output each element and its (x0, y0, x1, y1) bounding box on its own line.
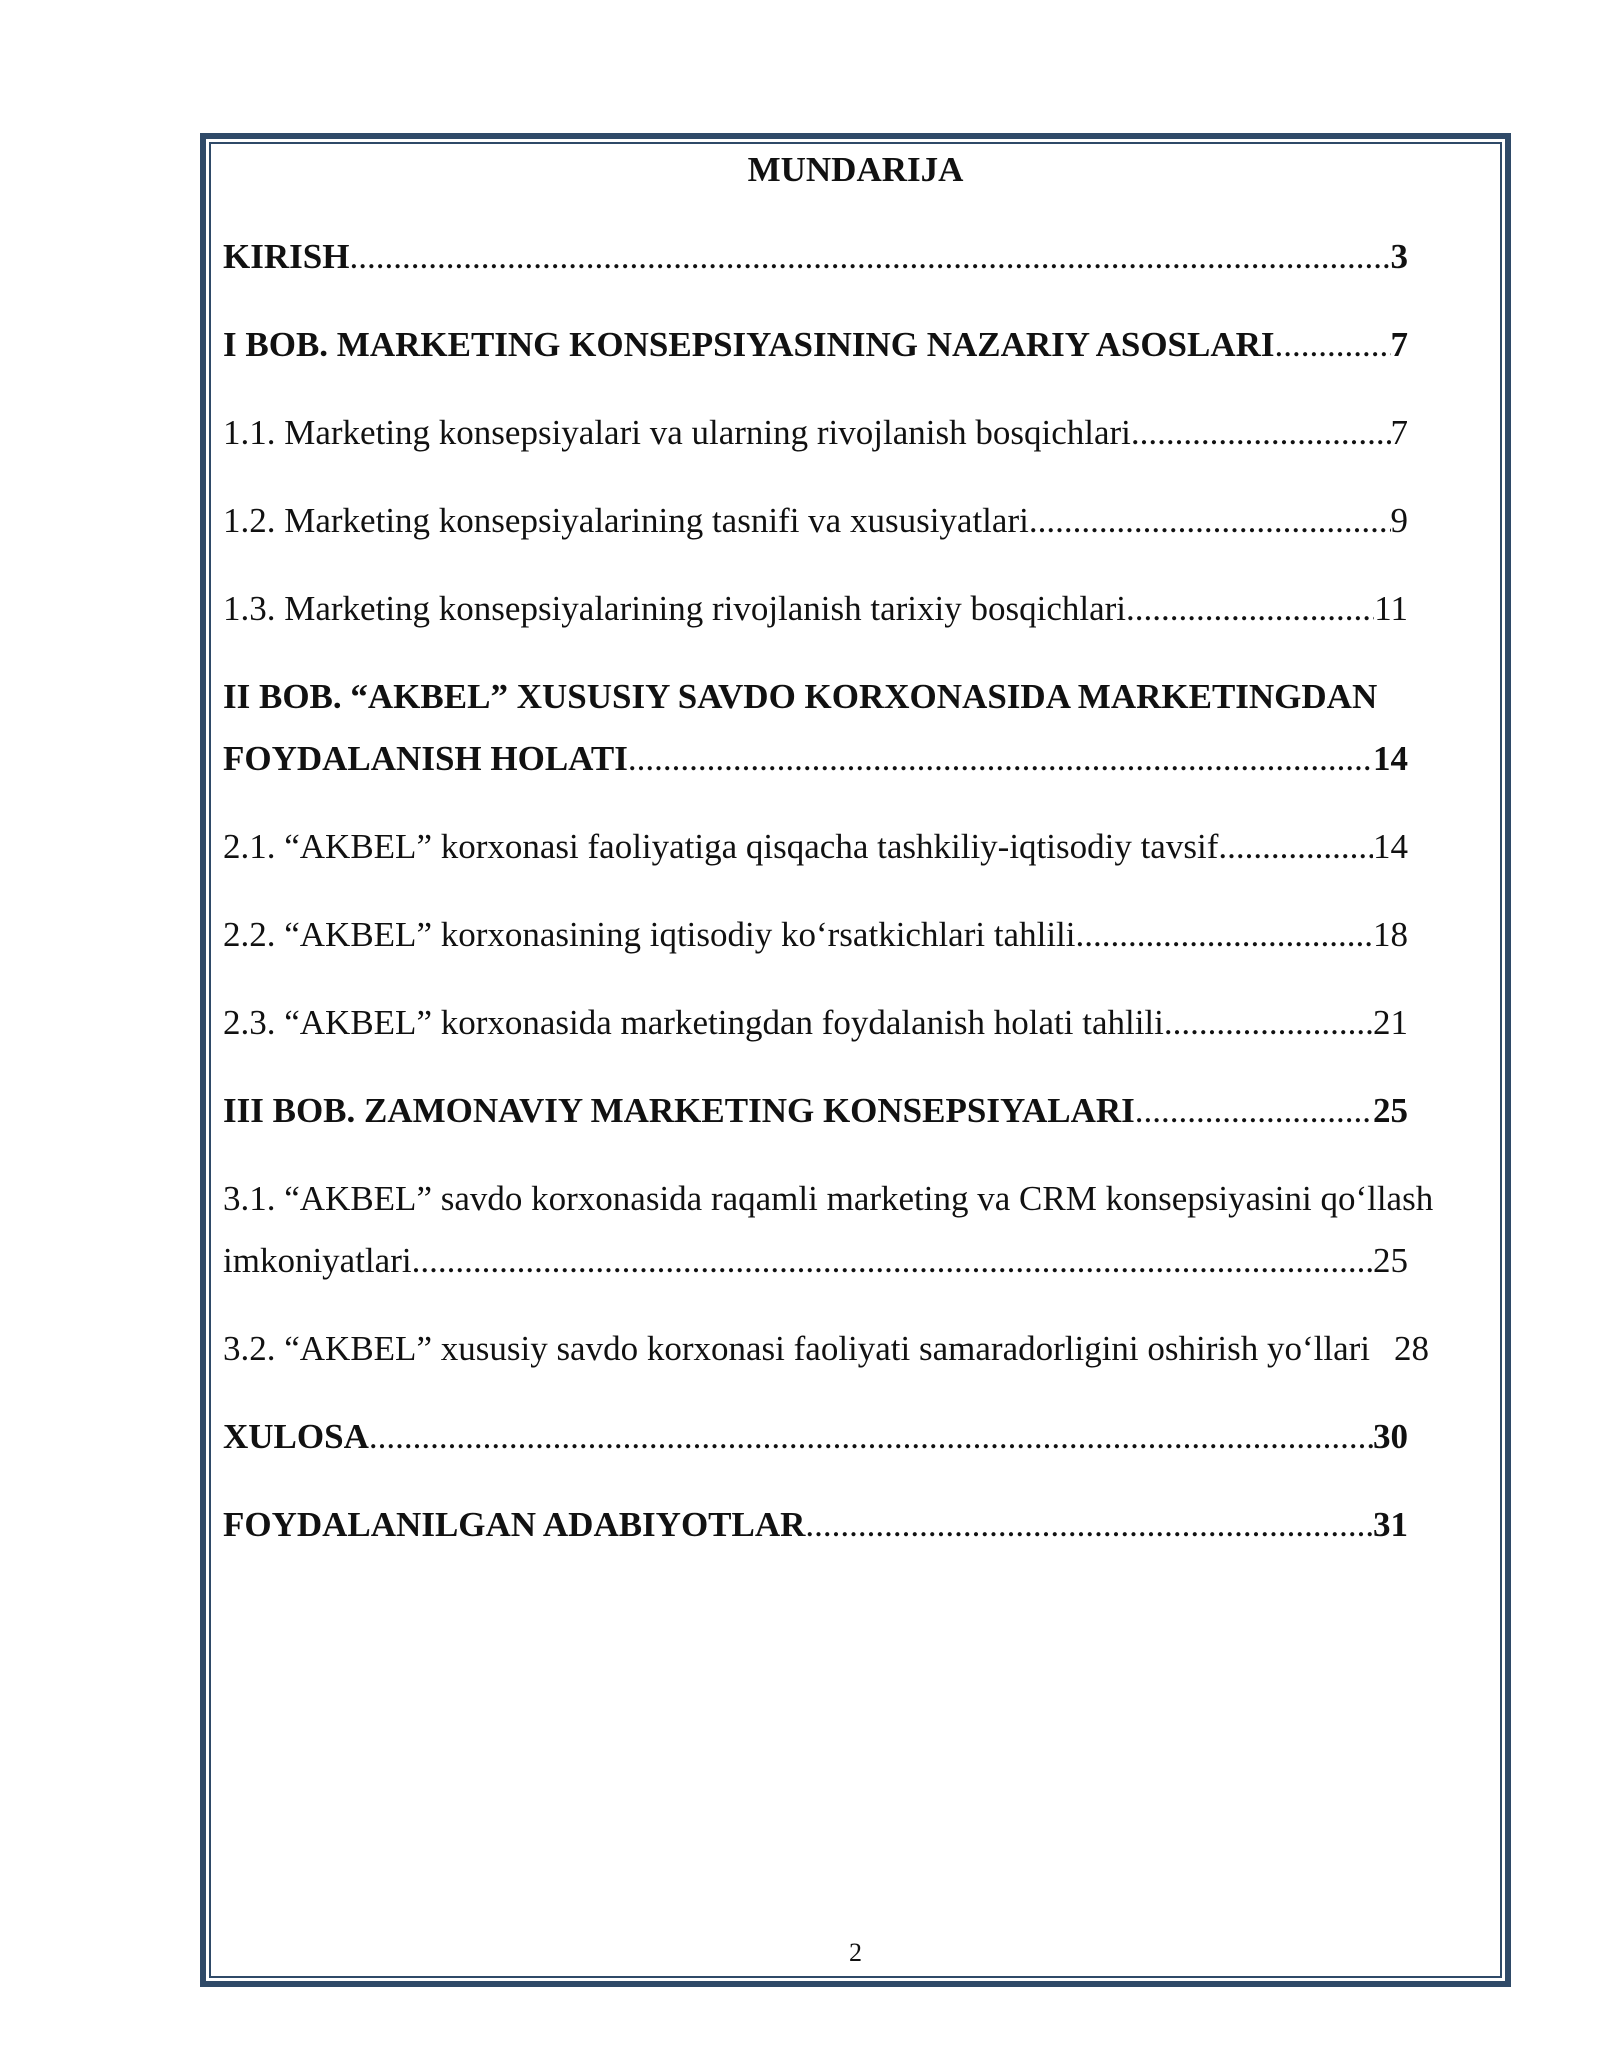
toc-leader-dots (1135, 1080, 1373, 1142)
toc-leader-dots (1275, 314, 1391, 376)
toc-entry-section-1-2[interactable] (223, 490, 1491, 552)
toc-leader-dots (1076, 904, 1374, 966)
document-title: MUNDARIJA (747, 150, 964, 189)
toc-entry-label: 1.3. Marketing konsepsiyalarining rivojlanish tarixiy bosqichlari (223, 589, 1127, 628)
toc-entry-label: 2.2. “AKBEL” korxonasining iqtisodiy ko‘rsatkichlari tahlili (223, 915, 1076, 954)
toc-entry-label-line1: II BOB. “AKBEL” XUSUSIY SAVDO KORXONASIDA MARKETINGDAN (223, 677, 1378, 716)
toc-entry-page: 3 (1390, 237, 1408, 276)
toc-entry-page: 14 (1373, 827, 1408, 866)
toc-entry-section-2-1[interactable] (223, 816, 1491, 878)
toc-entry-label-line2: imkoniyatlari (223, 1241, 412, 1280)
toc-entry-page: 25 (1373, 1091, 1408, 1130)
toc-entry-xulosa[interactable] (223, 1406, 1491, 1468)
toc-entry-section-1-3[interactable] (223, 578, 1491, 640)
toc-entry-page: 11 (1374, 589, 1408, 628)
toc-entry-page: 7 (1390, 413, 1408, 452)
toc-leader-dots (628, 728, 1373, 790)
toc-entry-label: XULOSA (223, 1417, 369, 1456)
toc-entry-page: 30 (1373, 1417, 1408, 1456)
toc-entry-page: 25 (1373, 1241, 1408, 1280)
toc-entry-page: 7 (1390, 325, 1408, 364)
toc-entry-label: KIRISH (223, 237, 350, 276)
toc-leader-dots (1218, 816, 1373, 878)
toc-entry-chapter-1[interactable] (223, 314, 1491, 376)
toc-entry-page: 21 (1373, 1003, 1408, 1042)
toc-entry-chapter-2[interactable] (223, 666, 1491, 790)
toc-leader-dots (349, 226, 1390, 288)
toc-entry-label: 2.3. “AKBEL” korxonasida marketingdan foydalanish holati tahlili (223, 1003, 1164, 1042)
toc-entry-label-line1: 3.1. “AKBEL” savdo korxonasida raqamli marketing va CRM konsepsiyasini qo‘llash (223, 1179, 1434, 1218)
toc-entry-page: 28 (1394, 1329, 1430, 1368)
toc-entry-label: FOYDALANILGAN ADABIYOTLAR (223, 1505, 806, 1544)
toc-entry-page: 9 (1390, 501, 1408, 540)
toc-leader-dots (1164, 992, 1373, 1054)
toc-entry-page: 14 (1373, 739, 1408, 778)
toc-entry-kirish[interactable] (223, 226, 1491, 288)
toc-entry-label: 3.2. “AKBEL” xususiy savdo korxonasi faoliyati samaradorligini oshirish yo‘llari (223, 1329, 1371, 1368)
toc-entry-label-line2: FOYDALANISH HOLATI (223, 739, 628, 778)
page-number: 2 (849, 1938, 862, 1967)
toc-entry-label: I BOB. MARKETING KONSEPSIYASINING NAZARIY ASOSLARI (223, 325, 1275, 364)
toc-entry-section-3-1[interactable] (223, 1168, 1491, 1292)
toc-entry-label: 1.2. Marketing konsepsiyalarining tasnifi va xususiyatlari (223, 501, 1029, 540)
toc-leader-dots (1029, 490, 1391, 552)
toc-leader-dots (412, 1230, 1373, 1292)
toc-entry-chapter-3[interactable] (223, 1080, 1491, 1142)
toc-entry-page: 18 (1373, 915, 1408, 954)
toc-entry-references[interactable] (223, 1494, 1491, 1556)
toc-entry-section-2-2[interactable] (223, 904, 1491, 966)
toc-entry-page: 31 (1373, 1505, 1408, 1544)
toc-leader-dots (805, 1494, 1373, 1556)
toc-leader-dots (369, 1406, 1373, 1468)
toc-entry-label: III BOB. ZAMONAVIY MARKETING KONSEPSIYALARI (223, 1091, 1135, 1130)
toc-entry-section-2-3[interactable] (223, 992, 1491, 1054)
toc-entry-label: 1.1. Marketing konsepsiyalari va ularning rivojlanish bosqichlari (223, 413, 1131, 452)
toc-entry-label: 2.1. “AKBEL” korxonasi faoliyatiga qisqacha tashkiliy-iqtisodiy tavsif (223, 827, 1219, 866)
toc-leader-dots (1126, 578, 1374, 640)
toc-entry-section-3-2[interactable] (223, 1318, 1491, 1380)
toc-entry-section-1-1[interactable] (223, 402, 1491, 464)
toc-leader-dots (1131, 402, 1391, 464)
